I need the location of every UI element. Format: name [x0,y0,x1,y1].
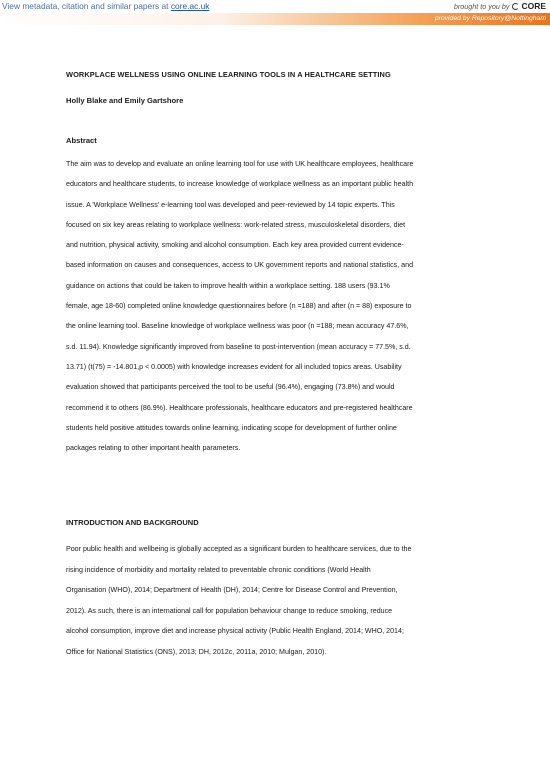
intro-heading: INTRODUCTION AND BACKGROUND [66,518,199,527]
intro-body [66,539,490,662]
core-brought-by [454,1,546,11]
core-link[interactable]: core.ac.uk [170,1,210,11]
provider-stripe [0,13,550,25]
text-line: s.d. 11.94). Knowledge significantly improved from baseline to post-intervention (mean accuracy = 77.5%, s.d. [66,342,411,351]
text-line: 13.71) (t(75) = -14.801,p < 0.0005) with knowledge increases evident for all included topics areas. Usability [66,362,402,371]
core-banner [0,0,550,13]
text-line: Poor public health and wellbeing is globally accepted as a significant burden to healthcare services, due to the [66,545,412,553]
text-line: female, age 18-60) completed online knowledge questionnaires before (n =188) and after (n = 88) exposure to [66,302,412,311]
text-line: Office for National Statistics (ONS), 2013; DH, 2012c, 2011a, 2010; Mulgan, 2010). [66,647,327,656]
text-line: The aim was to develop and evaluate an online learning tool for use with UK healthcare employees, healthcare [66,160,414,168]
text-line: and nutrition, physical activity, smoking and alcohol consumption. Each key area provided current evidence- [66,241,404,250]
abstract-body [66,154,490,458]
core-logo-icon [512,3,519,10]
text-line: educators and healthcare students, to increase knowledge of workplace wellness as an important public health [66,180,414,189]
text-line: 2012). As such, there is an international call for population behaviour change to reduce smoking, reduce [66,606,393,615]
paper-authors: Holly Blake and Emily Gartshore [66,96,184,105]
text-line: the online learning tool. Baseline knowledge of workplace wellness was poor (n =188; mean accuracy 47.6%, [66,322,409,331]
text-line: recommend it to others (86.9%). Healthcare professionals, healthcare educators and pre-registered healthcare [66,403,413,412]
text-line: rising incidence of morbidity and mortality related to preventable chronic conditions (World Health [66,565,371,574]
abstract-heading: Abstract [66,136,97,145]
brought-by-text: brought to you by [453,1,510,11]
core-metadata-text: View metadata, citation and similar papers at [2,1,171,11]
text-line: packages relating to other important health parameters. [66,444,241,453]
text-line: issue. A 'Workplace Wellness' e-learning tool was developed and peer-reviewed by 14 topic experts. This [66,200,395,209]
text-line: focused on six key areas relating to workplace wellness: work-related stress, musculoskeletal disorders, diet [66,220,406,229]
provided-by-text: provided by Repository@Nottingham [434,14,546,22]
core-logo-text: CORE [521,1,546,11]
core-logo[interactable] [512,1,546,11]
text-line: guidance on actions that could be taken to improve health within a workplace setting. 188 users (93.1% [66,281,390,290]
text-line: evaluation showed that participants perceived the tool to be useful (96.4%), engaging (73.8%) and would [66,383,395,392]
text-line: alcohol consumption, improve diet and increase physical activity (Public Health England, 2014; WHO, 2014; [66,627,404,635]
text-line: based information on causes and consequences, access to UK government reports and national statistics, and [66,261,414,270]
core-metadata-notice [2,1,209,11]
text-line: Organisation (WHO), 2014; Department of Health (DH), 2014; Centre for Disease Control and Prevention, [66,586,398,594]
paper-title: WORKPLACE WELLNESS USING ONLINE LEARNING TOOLS IN A HEALTHCARE SETTING [66,70,391,79]
text-line: students held positive attitudes towards online learning, indicating scope for development of further online [66,423,397,432]
